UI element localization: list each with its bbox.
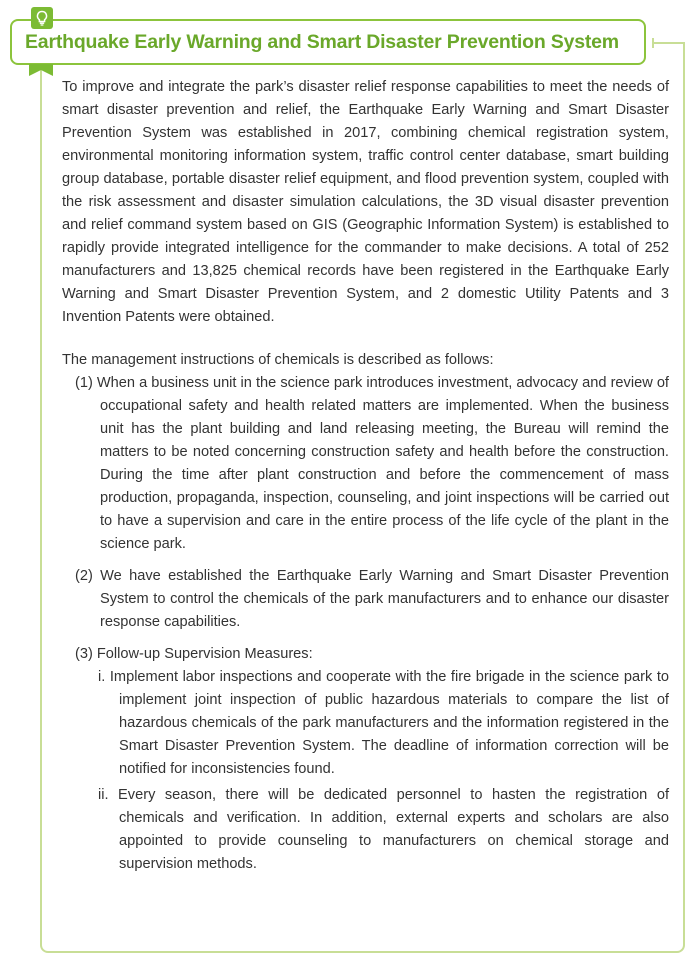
sub-list-item: ii. Every season, there will be dedicated personnel to hasten the registration of chemicals and verification. In addition, external experts and scholars are also appointed to provide counseling to manufacturers on chemical storage and supervision methods. (98, 787, 669, 872)
ribbon-tail-icon (29, 64, 53, 76)
intro-paragraph: To improve and integrate the park’s disaster relief response capabilities to meet the needs of smart disaster prevention and relief, the Earthquake Early Warning and Smart Disaster Prevention System was established in 2017, combining chemical registration system, environmental monitoring information system, traffic control center database, smart building group database, portable disaster relief equipment, and flood prevention system, coupled with the risk assessment and disaster simulation calculations, the 3D visual disaster prevention and relief command system based on GIS (Geographic Information System) is established to rapidly provide integrated intelligence for the commander to make decisions. A total of 252 manufacturers and 13,825 chemical records have been registered in the Earthquake Early Warning and Smart Disaster Prevention System, and 2 domestic Utility Patents and 3 Invention Patents were obtained. (62, 79, 669, 325)
sub-list (100, 666, 669, 876)
management-heading: The management instructions of chemicals is described as follows: (62, 352, 494, 368)
list-item: (1) When a business unit in the science park introduces investment, advocacy and review of occupational safety and health related matters are implemented. When the business unit has the plant building and land releasing meeting, the Bureau will remind the matters to be noted concerning construction safety and health before the construction. During the time after plant construction and before the commencement of mass production, propaganda, inspection, counseling, and joint inspections will be carried out to have a supervision and care in the entire process of the life cycle of the plant in the science park. (75, 375, 669, 552)
sub-list-item: i. Implement labor inspections and cooperate with the fire brigade in the science park to implement joint inspection of public hazardous materials to compare the list of hazardous chemicals of the park manufacturers and the information registered in the Smart Disaster Prevention System. The deadline of information correction will be notified for inconsistencies found. (98, 669, 669, 777)
management-list (62, 372, 669, 876)
list-item (62, 643, 669, 876)
section-body (62, 76, 669, 876)
frame-connector (652, 42, 685, 44)
list-item: (2) We have established the Earthquake Early Warning and Smart Disaster Prevention System to control the chemicals of the park manufacturers and to enhance our disaster response capabilities. (75, 568, 669, 630)
section-header (10, 19, 646, 65)
list-item-label: (3) Follow-up Supervision Measures: (75, 646, 313, 662)
lightbulb-icon (31, 7, 53, 29)
section-title: Earthquake Early Warning and Smart Disaster Prevention System (25, 31, 619, 53)
